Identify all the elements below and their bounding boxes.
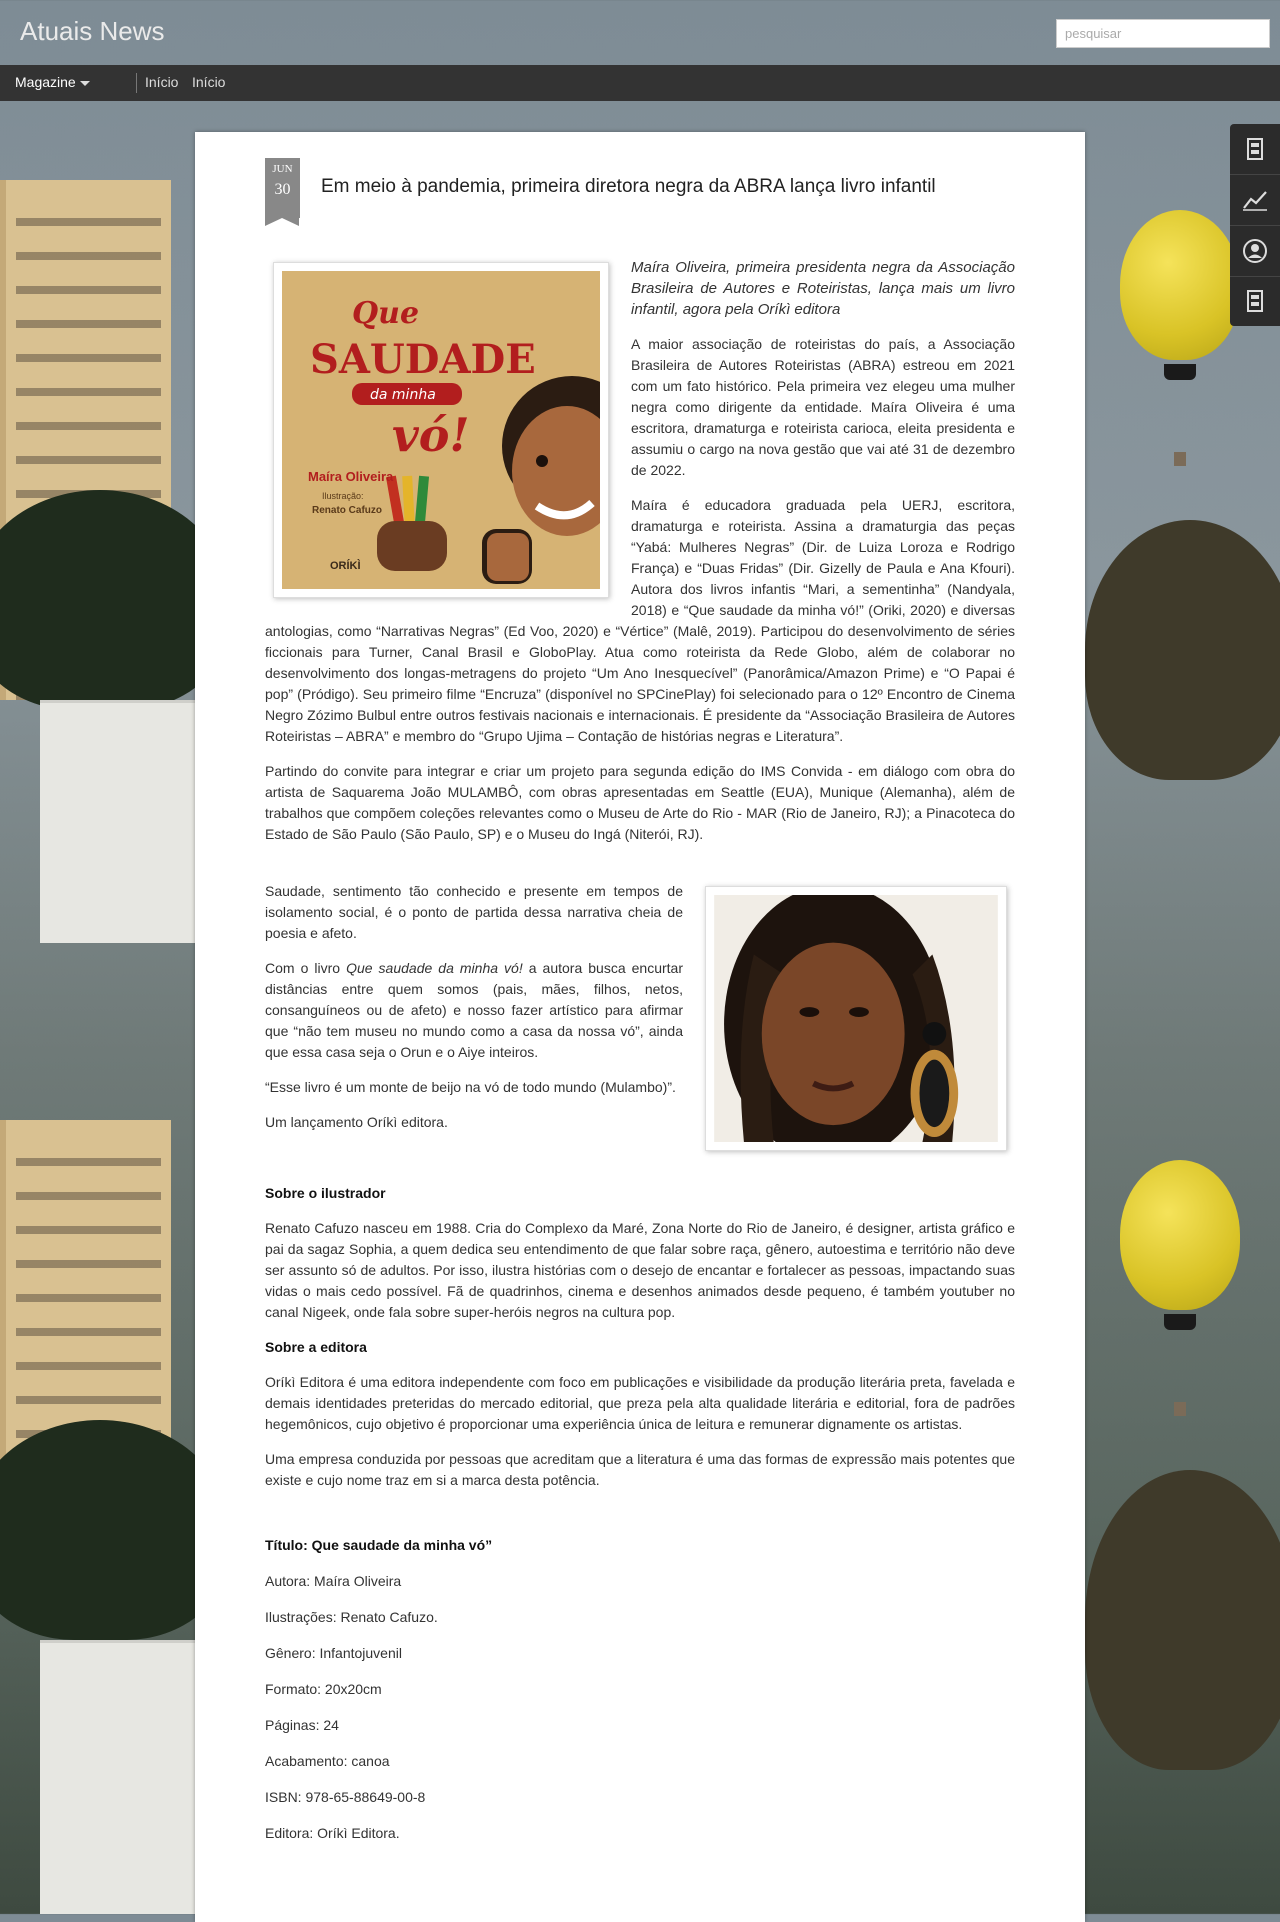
section-heading-publisher: Sobre a editora bbox=[265, 1339, 367, 1355]
cover-title-line1: Que bbox=[352, 296, 420, 331]
trending-icon[interactable] bbox=[1230, 175, 1280, 226]
date-badge bbox=[265, 158, 300, 218]
magazine-label: Magazine bbox=[15, 74, 76, 90]
nav-link-inicio[interactable]: Início bbox=[192, 74, 226, 90]
book-cover-illustration bbox=[282, 271, 600, 589]
background-scenery-right bbox=[1085, 100, 1280, 1914]
date-day: 30 bbox=[274, 181, 291, 198]
book-cover-image[interactable] bbox=[273, 262, 609, 598]
background-scenery-left bbox=[0, 100, 196, 1914]
date-month: JUN bbox=[272, 163, 293, 175]
post-title[interactable]: Em meio à pandemia, primeira diretora negra da ABRA lança livro infantil bbox=[321, 176, 936, 197]
author-photo[interactable] bbox=[705, 886, 1007, 1151]
magazine-menu[interactable] bbox=[15, 74, 90, 90]
paragraph-text: Com o livro bbox=[265, 960, 347, 976]
book-details bbox=[265, 1535, 1015, 1844]
paragraph: Maíra é educadora graduada pela UERJ, escritora, dramaturga e roteirista. Assina a dramaturgia das peças “Yabá: Mulheres Negras” (Dir. de Luiza Loroza e Rodrigo França) e “Duas Fridas” (Dir. Gizelly de Paula e Ana Kfouri). Autora dos livros infantis “Mari, a sementinha” (Nandyala, 2018) e “Que saudade da minha vó!” (Oriki, 2020) e diversas antologias, como “Narrativas Negras” (Ed Voo, 2020) e “Vértice” (Malê, 2019). Participou do desenvolvimento de séries ficcionais para Turner, Canal Brasil e GloboPlay. Atua como roteirista da Rede Globo, além de colaborar no desenvolvimento dos longas-metragens do projeto “Um Ano Inesquecível” (Panorâmica/Amazon Prime) e “O Papai é pop” (Pródigo). Seu primeiro filme “Encruza” (disponível no SPCinePlay) foi selecionado para o 12º Encontro de Cinema Negro Zózimo Bulbul entre outros festivais nacionais e internacionais. É presidente da “Associação Brasileira de Autores Roteiristas – ABRA” e membro do “Grupo Ujima – Contação de histórias negras e Literatura”. bbox=[265, 497, 1015, 744]
nav-bar bbox=[0, 65, 1280, 101]
paragraph: “Esse livro é um monte de beijo na vó de todo mundo (Mulambo)”. bbox=[265, 1079, 676, 1095]
caret-down-icon bbox=[80, 81, 90, 86]
cover-illustration-label: Ilustração: bbox=[322, 491, 364, 501]
book-detail-item: Gênero: Infantojuvenil bbox=[265, 1645, 402, 1661]
nav-divider bbox=[136, 73, 137, 93]
post-card bbox=[195, 132, 1085, 1922]
cover-title-line3: da minha bbox=[370, 387, 436, 403]
paragraph: Saudade, sentimento tão conhecido e presente em tempos de isolamento social, é o ponto de partida dessa narrativa cheia de poesia e afeto. bbox=[265, 883, 683, 941]
book-detail-item: Acabamento: canoa bbox=[265, 1753, 390, 1769]
layout-icon[interactable] bbox=[1230, 276, 1280, 326]
paragraph: A maior associação de roteiristas do país, a Associação Brasileira de Autores Roteiristas (ABRA) estreou em 2021 com um fato histórico. Pela primeira vez elegeu uma mulher negra como dirigente da entidade. Maíra Oliveira é uma escritora, dramaturga e roteirista carioca, eleita presidenta e assumiu o cargo na nova gestão que vai até 31 de dezembro de 2022. bbox=[631, 336, 1015, 478]
nav-link-inicio[interactable]: Início bbox=[145, 74, 179, 90]
book-detail-item: Páginas: 24 bbox=[265, 1717, 339, 1733]
book-detail-item: ISBN: 978-65-88649-00-8 bbox=[265, 1789, 426, 1805]
paragraph: Uma empresa conduzida por pessoas que acreditam que a literatura é uma das formas de expressão mais potentes que existe e cujo nome traz em si a marca desta potência. bbox=[265, 1451, 1015, 1488]
paragraph: Oríkì Editora é uma editora independente com foco em publicações e visibilidade da produção literária preta, favelada e demais identidades preteridas do mercado editorial, que preza pela alta qualidade literária e editorial, fora de padrões hegemônicos, cujo objetivo é proporcionar uma experiência única de leitura e remunerar dignamente os artistas. bbox=[265, 1374, 1015, 1432]
site-title[interactable]: Atuais News bbox=[20, 16, 165, 46]
book-detail-item: Formato: 20x20cm bbox=[265, 1681, 382, 1697]
paragraph: Partindo do convite para integrar e criar um projeto para segunda edição do IMS Convida - em diálogo com obra do artista de Saquarema João MULAMBÔ, com obras apresentadas em Seattle (EUA), Munique (Alemanha), além de trabalhos que compõem coleções relevantes como o Museu de Arte do Rio - MAR (Rio de Janeiro, RJ); a Pinacoteca do Estado de São Paulo (São Paulo, SP) e o Museu do Ingá (Niterói, RJ). bbox=[265, 763, 1015, 842]
cover-illustrator: Renato Cafuzo bbox=[312, 505, 382, 516]
post-body bbox=[265, 257, 1015, 1859]
side-toolbar bbox=[1230, 124, 1280, 326]
section-heading-illustrator: Sobre o ilustrador bbox=[265, 1185, 386, 1201]
cover-author: Maíra Oliveira bbox=[308, 469, 394, 484]
book-title-italic: Que saudade da minha vó! bbox=[346, 960, 523, 976]
paragraph: Renato Cafuzo nasceu em 1988. Cria do Complexo da Maré, Zona Norte do Rio de Janeiro, é designer, artista gráfico e pai da sagaz Sophia, a quem dedica seu entendimento de que falar sobre raça, gênero, autoestima e território não deve ser assunto só de adultos. Por isso, ilustra histórias com o desejo de encantar e fortalecer as pessoas, impactando suas vidas o mais cedo possível. Fã de quadrinhos, cinema e desenhos animados desde pequeno, é também youtuber no canal Nigeek, onde fala sobre super-heróis negros na cultura pop. bbox=[265, 1220, 1015, 1320]
book-detail-item: Ilustrações: Renato Cafuzo. bbox=[265, 1609, 438, 1625]
cover-title-line4: vó! bbox=[392, 408, 470, 462]
book-detail-item: Autora: Maíra Oliveira bbox=[265, 1573, 402, 1589]
paragraph-text: a autora busca encurtar distâncias entre quem somos (pais, mães, filhos, netos, consanguíneos ou de afeto) e nosso fazer artístico para afirmar que “não tem museu no mundo como a casa da nossa vó”, ainda que essa casa seja o Orun e o Aiye inteiros. bbox=[265, 960, 683, 1060]
post-lead: Maíra Oliveira, primeira presidenta negra da Associação Brasileira de Autores e Roteiristas, lança mais um livro infantil, agora pela Oríkì editora bbox=[631, 259, 1015, 318]
cover-publisher: ORÍKÌ bbox=[330, 560, 361, 572]
layout-icon[interactable] bbox=[1230, 124, 1280, 175]
site-header bbox=[0, 0, 1280, 65]
paragraph: Um lançamento Oríkì editora. bbox=[265, 1114, 448, 1130]
author-portrait bbox=[714, 895, 998, 1142]
book-title-heading: Título: Que saudade da minha vó” bbox=[265, 1537, 493, 1553]
book-detail-item: Editora: Oríkì Editora. bbox=[265, 1825, 400, 1841]
cover-title-line2: SAUDADE bbox=[310, 336, 536, 383]
search-input[interactable] bbox=[1056, 19, 1270, 48]
profile-icon[interactable] bbox=[1230, 226, 1280, 277]
